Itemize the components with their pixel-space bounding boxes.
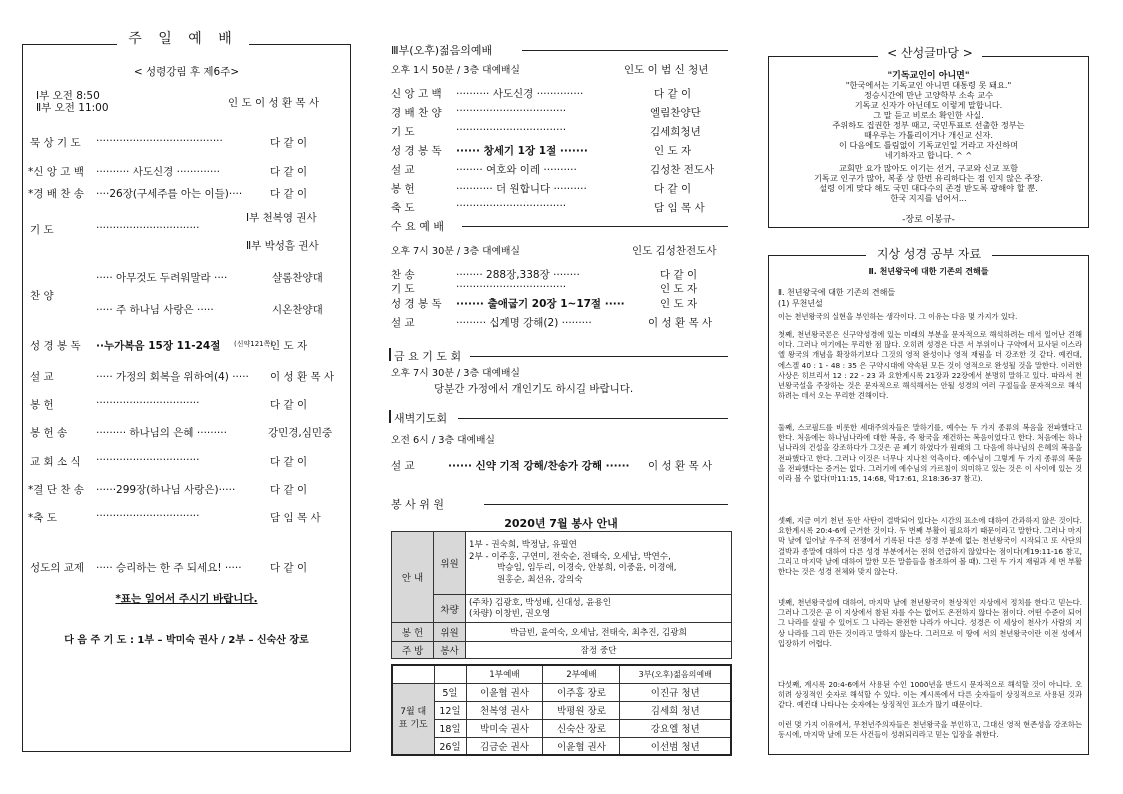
study-paragraph: 첫째, 천년왕국론은 신구약성경에 있는 미래의 부분을 문자적으로 해석하려는 데서 일어난 견해이다. 그러나 여기에는 무리한 점 많다. 오히려 성경은 다른 서 부위이나 구약에서 묘사된 이스라엘 왕국의 개념을 확장하기보다 그것의 영적 완성이나 영적 재림을 더 강조한 것 같다. 예컨대, 에스겔 40 : 1 - 48 : 35 은 구약시대에 약속된 모든 것이 영적으로 완성될 것을 말한다. 이러한 사상은 히브리서 12 : 22 - 23 과 요한계시록 21장과 22장에서 분명히 말하고 있다. 따라서 천년왕국설을 주장하는 것은 문자적으로 해석해서는 안될 성경의 여러 구절들을 문자적으로 해석하려는 데서 오는 무리한 견해이다.	[778, 330, 1082, 401]
order-label: 성도의 교제	[30, 562, 85, 574]
order-dots-small: (신약121쪽)	[234, 340, 274, 348]
order-dots: ····· 승리하는 한 주 되세요! ·····	[96, 562, 242, 574]
wednesday-who: 이 성 환 목 사	[648, 317, 713, 329]
poem-line: 정승시간에 만난 고양학부 소속 교수	[863, 90, 994, 100]
members-line: 박승임, 임두리, 이경숙, 안봉희, 이중윤, 이경애,	[497, 563, 677, 573]
wednesday-dots: ········ 288장,338장 ········	[456, 269, 580, 281]
youth-who: 김성찬 전도사	[650, 164, 715, 176]
wednesday-dots: ········· 십계명 강해(2) ·········	[456, 317, 592, 329]
prayer-cell: 강요엘 청년	[620, 719, 731, 737]
sunday-worship-title: 주 일 예 배	[117, 28, 249, 52]
youth-dots: ········ 여호와 이레 ··········	[456, 164, 577, 176]
car-line: (차량) 이창빈, 권오영	[469, 608, 551, 619]
order-who: 인 도 자	[270, 340, 308, 352]
prayer-cell: 이윤협 권사	[466, 683, 543, 701]
worship-subtitle: < 성령강림 후 제6주>	[133, 66, 240, 78]
youth-who: 다 같 이	[654, 183, 692, 195]
poem-author: -장로 이봉규-	[902, 215, 955, 225]
offering-label: 봉 헌	[392, 623, 434, 642]
prayer-duty-table	[391, 664, 732, 756]
study-paragraph: 이는 천년왕국의 실현을 부인하는 생각이다. 그 이유는 다음 몇 가지가 있다.	[778, 312, 1018, 321]
order-dots: ····· 가정의 회복을 위하여(4) ·····	[96, 371, 249, 383]
order-label: 묵 상 기 도	[30, 137, 81, 149]
prayer-cell: 박미숙 권사	[466, 719, 543, 737]
section-rule	[522, 50, 728, 51]
dawn-who: 이 성 환 목 사	[648, 460, 713, 472]
prayer-cell: 이선범 청년	[620, 737, 731, 755]
section-rule	[458, 418, 728, 419]
car-label: 차량	[434, 595, 466, 623]
prayer-header: 3부(오후)젊음의예배	[620, 665, 731, 683]
study-subtitle: Ⅱ. 천년왕국에 대한 기존의 견해들	[868, 267, 989, 276]
members-line: 1부 - 권숙희, 박정남, 유필연	[469, 540, 577, 550]
study-paragraph: 넷째, 천년왕국설에 대하여, 마지막 날에 천년왕국이 천상적인 지상에서 정치를 한다고 믿는다. 그러나 그것은 곧 이 지상에서 참된 자를 수는 없어도 온전하지 않다는 점이다. 어떤 수준이 되어 그 나라를 살필 수 있어도 그 나라는 완전한 나라가 아니다. 성경은 이 세상이 천사가 사람의 지상 나라를 그리 만든 것이라고 말하지 않는다. 그러므로 이 땅에 서의 천년왕국이란 이전 성에서 입장하기 어렵다.	[778, 598, 1082, 648]
wednesday-label: 설 교	[391, 317, 415, 329]
order-dots: ·······························	[96, 454, 200, 466]
youth-dots: ·································	[456, 124, 567, 136]
poem-line: 이 다음에도 틀림없이 기독교인일 거라고 자신하며	[838, 140, 1019, 150]
next-week-prayer: 다 음 주 기 도 : 1부 – 박미숙 권사 / 2부 – 신숙산 장로	[64, 635, 309, 646]
youth-label: 봉 헌	[391, 183, 415, 195]
youth-dots: ··········· 더 원합니다 ··········	[456, 183, 587, 195]
service-table-title: 2020년 7월 봉사 안내	[504, 517, 618, 530]
wednesday-label: 성 경 봉 독	[391, 298, 442, 310]
prayer-date: 5일	[434, 683, 466, 701]
order-dots: ····· 아무것도 두려워말라 ····	[96, 272, 228, 284]
poem-line: 한국 지지를 넘어서...	[890, 193, 967, 203]
wednesday-dots: ·································	[456, 281, 567, 293]
service2-time: Ⅱ부 오전 11:00	[36, 102, 109, 114]
order-dots: ·········· 사도신경 ·············	[96, 166, 221, 178]
youth-label: 축 도	[391, 202, 415, 214]
section-rule	[462, 226, 728, 227]
worship-leader: 인 도 이 성 환 목 사	[228, 97, 320, 109]
order-dots: ········· 하나님의 은혜 ·········	[96, 427, 227, 439]
wednesday-who: 인 도 자	[660, 283, 698, 295]
friday-title: 금 요 기 도 회	[394, 350, 462, 363]
order-who: 다 같 이	[270, 484, 308, 496]
service1-time: Ⅰ부 오전 8:50	[36, 90, 100, 102]
prayer-cell: 이주홍 장로	[543, 683, 620, 701]
wednesday-label: 찬 송	[391, 269, 415, 281]
youth-label: 신 앙 고 백	[391, 88, 442, 100]
order-label: *결 단 찬 송	[28, 484, 84, 496]
friday-time: 오후 7시 30분 / 3층 대예배실	[391, 368, 520, 379]
members-label: 위원	[434, 532, 466, 595]
order-who: 다 같 이	[270, 562, 308, 574]
dawn-title: 새벽기도회	[394, 412, 448, 425]
order-label: 찬 양	[30, 290, 54, 302]
offering-value: 박금빈, 윤여숙, 오세남, 전태숙, 최추진, 김광희	[466, 623, 732, 642]
kitchen-value: 잠정 중단	[466, 642, 732, 659]
prayer-cell: 김세희 청년	[620, 701, 731, 719]
poem-line: 네기하자고 합니다. ^ ^	[884, 150, 973, 160]
order-label: 봉 헌	[30, 399, 54, 411]
prayer-cell: 박평원 장로	[543, 701, 620, 719]
order-dots: ·······························	[96, 222, 200, 234]
prayer-date: 26일	[434, 737, 466, 755]
order-label: 설 교	[30, 371, 54, 383]
order-who: 다 같 이	[270, 166, 308, 178]
youth-leader: 인도 이 범 신 청년	[624, 64, 709, 76]
members-line: 원홍순, 최선유, 강의숙	[497, 574, 583, 585]
youth-who: 인 도 자	[654, 145, 692, 157]
wednesday-who: 다 같 이	[660, 269, 698, 281]
prayer-date: 18일	[434, 719, 466, 737]
study-paragraph: 다섯째, 계시록 20:4-6에서 사용된 수인 1000년을 반드시 문자적으로 해석할 것이 아니다. 오히려 상징적인 숫자로 해석할 수 있다. 이는 계시록에서 다른 숫자들이 상징적으로 사용된 것과 같다. 예컨대 나타나는 숫자에는 상징적인 표소가 많기 때문이다.	[778, 680, 1082, 710]
youth-title: Ⅲ부(오후)젊음의예배	[391, 44, 493, 57]
order-who: Ⅰ부 천복영 권사	[246, 212, 317, 224]
standing-note: *표는 일어서 주시기 바랍니다.	[115, 593, 258, 605]
youth-label: 설 교	[391, 164, 415, 176]
youth-label: 기 도	[391, 126, 415, 138]
prayer-cell: 신숙산 장로	[543, 719, 620, 737]
prayer-cell: 이진규 청년	[620, 683, 731, 701]
wednesday-dots: ······· 출애굽기 20장 1~17절 ·····	[456, 298, 625, 310]
study-section: Ⅱ. 천년왕국에 대한 기존의 견해들	[778, 288, 896, 297]
dawn-time: 오전 6시 / 3층 대예배실	[391, 435, 495, 446]
order-who: 다 같 이	[270, 399, 308, 411]
order-dots: ·······························	[96, 397, 200, 409]
order-who: 이 성 환 목 사	[270, 371, 335, 383]
youth-who: 담 임 목 사	[654, 202, 705, 214]
prayer-label: 7월 대표 기도	[392, 683, 434, 755]
wednesday-who: 인 도 자	[660, 298, 698, 310]
poem-line: 때우루는 가톨리이거나 개신교 신자.	[863, 130, 994, 140]
members-line: 2부 - 이주홍, 구연미, 전숙순, 전태숙, 오세남, 박연수,	[469, 551, 671, 562]
poem-line: 그 말 듣고 비로소 확인한 사실.	[873, 110, 984, 120]
kitchen-label: 주 방	[392, 642, 434, 659]
order-label: 교 회 소 식	[30, 456, 81, 468]
dawn-label: 설 교	[391, 460, 415, 472]
volunteer-table	[391, 531, 732, 659]
youth-who: 엘림찬양단	[650, 107, 701, 119]
kitchen-sub: 봉사	[434, 642, 466, 659]
youth-dots: ·································	[456, 200, 567, 212]
youth-label: 경 배 찬 양	[391, 107, 442, 119]
study-paragraph: 셋째, 지금 여기 천년 동안 사탄이 결박되어 있다는 시간의 표소에 대하여 간과하지 않은 것이다. 요한계시록 20:4-6에 근거한 것이다. 두 번째 부활이 필요하기 때문이라고 말한다. 그러나 마지막 날에 일어날 우주적 전쟁에서 기록된 다른 성경 부분에 없는 천년왕국이 시작되고 또 사단의 결박과 종말에 대하여 다른 성경 부분에서는 전혀 언급하지 않았다는 점이다(계19:11-16 참고, 그리고 마지막 날에 대하여 말한 모든 말씀들을 참조하여 볼 때). 그런 두 가지 재림과 세 번 부활한다는 것은 성경 전체와 맞지 않는다.	[778, 516, 1082, 577]
order-dots: ····· 주 하나님 사랑은 ·····	[96, 304, 214, 316]
order-dots: ·······························	[96, 510, 200, 522]
section-rule	[484, 504, 728, 505]
wednesday-title: 수 요 예 배	[391, 220, 444, 233]
youth-who: 다 같 이	[654, 88, 692, 100]
poem-line: 설령 이게 맞다 해도 국민 대다수의 존경 받도록 광해야 할 뿐.	[819, 183, 1038, 193]
order-who: 다 같 이	[270, 137, 308, 149]
youth-dots: ·········· 사도신경 ··············	[456, 88, 584, 100]
order-who: 시온찬양대	[272, 304, 323, 316]
poem-line: "한국에서는 기독교인 아니면 대통령 못 돼요."	[845, 80, 1012, 90]
prayer-header: 2부예배	[543, 665, 620, 683]
order-who: 담 임 목 사	[270, 512, 321, 524]
volunteers-title: 봉 사 위 원	[391, 498, 444, 511]
section-rule	[470, 356, 728, 357]
wednesday-leader: 인도 김성찬전도사	[632, 245, 717, 257]
order-dots: ······································	[96, 135, 223, 147]
order-label: 기 도	[30, 224, 54, 236]
bible-study-title: 지상 성경 공부 자료	[866, 245, 992, 265]
prayer-header: 1부예배	[466, 665, 543, 683]
youth-dots: ······ 창세기 1장 1절 ·······	[456, 145, 588, 157]
order-label: 봉 헌 송	[30, 427, 68, 439]
wednesday-time: 오후 7시 30분 / 3층 대예배실	[391, 246, 520, 257]
prayer-cell: 김금순 권사	[466, 737, 543, 755]
wednesday-label: 기 도	[391, 283, 415, 295]
poem-line: 주위하도 집권한 정부 때고, 국민투표로 선출한 정부는	[832, 120, 1025, 130]
poem-heading: "기독교인이 아니면"	[887, 71, 970, 81]
order-label: *경 배 찬 송	[28, 188, 84, 200]
study-sub1: (1) 무천년설	[778, 299, 823, 308]
order-label: 성 경 봉 독	[30, 340, 81, 352]
poem-line: 교회만 요가 많아도 이기는 선거, 구교와 신교 포함	[838, 163, 1018, 173]
youth-label: 성 경 봉 독	[391, 145, 442, 157]
guide-label: 안 내	[392, 532, 434, 623]
order-dots: ······299장(하나님 사랑은)·····	[96, 484, 236, 496]
section-marker	[389, 348, 391, 361]
poem-box-title: < 산성글마당 >	[878, 44, 982, 66]
order-dots: ····26장(구세주를 아는 이들)····	[96, 188, 243, 200]
order-who: 강민경,심민중	[268, 427, 333, 439]
prayer-cell: 천복영 권사	[466, 701, 543, 719]
order-dots: ··누가복음 15장 11-24절	[96, 340, 221, 352]
order-who: Ⅱ부 박성흠 권사	[246, 240, 319, 252]
youth-dots: ·································	[456, 105, 567, 117]
order-who: 샬롬찬양대	[272, 272, 323, 284]
order-who: 다 같 이	[270, 456, 308, 468]
prayer-date: 12일	[434, 701, 466, 719]
prayer-cell: 이윤협 권사	[543, 737, 620, 755]
car-line: (주차) 김광호, 박성배, 신대성, 윤용인	[469, 597, 612, 608]
youth-time: 오후 1시 50분 / 3층 대예배실	[391, 65, 520, 76]
study-paragraph: 이런 몇 가지 이유에서, 무천년주의자들은 천년왕국을 부인하고, 그대신 영적 현존성을 강조하는 동시에, 마지막 날에 모든 사건들이 성취되리라고 믿는 입장을 취한다.	[778, 720, 1082, 740]
poem-line: 기독교 신자가 아닌데도 이렇게 말합니다.	[854, 100, 1003, 110]
dawn-dots: ······ 신약 기적 강해/찬송가 강해 ······	[448, 460, 630, 472]
order-label: *신 앙 고 백	[28, 166, 84, 178]
friday-note: 당분간 가정에서 개인기도 하시길 바랍니다.	[434, 383, 634, 395]
section-marker	[389, 410, 391, 423]
poem-line: 기독교 인구가 많아, 복종 상 한번 유리하다는 점 인지 않은 주장.	[814, 173, 1043, 183]
order-label: *축 도	[28, 512, 57, 524]
youth-who: 김세희청년	[650, 126, 701, 138]
offering-sub: 위원	[434, 623, 466, 642]
order-who: 다 같 이	[270, 188, 308, 200]
study-paragraph: 둘째, 스코필드를 비롯한 세대주의자들은 말하기를, 예수는 두 가지 종류의 복음을 전파했다고 한다. 처음에는 하나님나라에 대한 복음, 즉 왕국을 재건하는 복음이었다고 한다. 처음에는 하나님나라의 건설을 강조하다가 그것은 곧 폐기 하였다가 원래의 그 다음에 하나님의 은혜의 복음을 전파했다고 한다. 그러나 이것은 너무나 지나친 억측이다. 예수님이 그렇게 두 가지 종류의 복음을 전파했다는 증거는 없다. 그러기에 예수님의 가르침이 의미하고 있는 것은 이 사이에 있는 것이라 볼 수 없다(마11:15, 14:68, 막17:61, 요18:36-37 참고).	[778, 423, 1082, 484]
